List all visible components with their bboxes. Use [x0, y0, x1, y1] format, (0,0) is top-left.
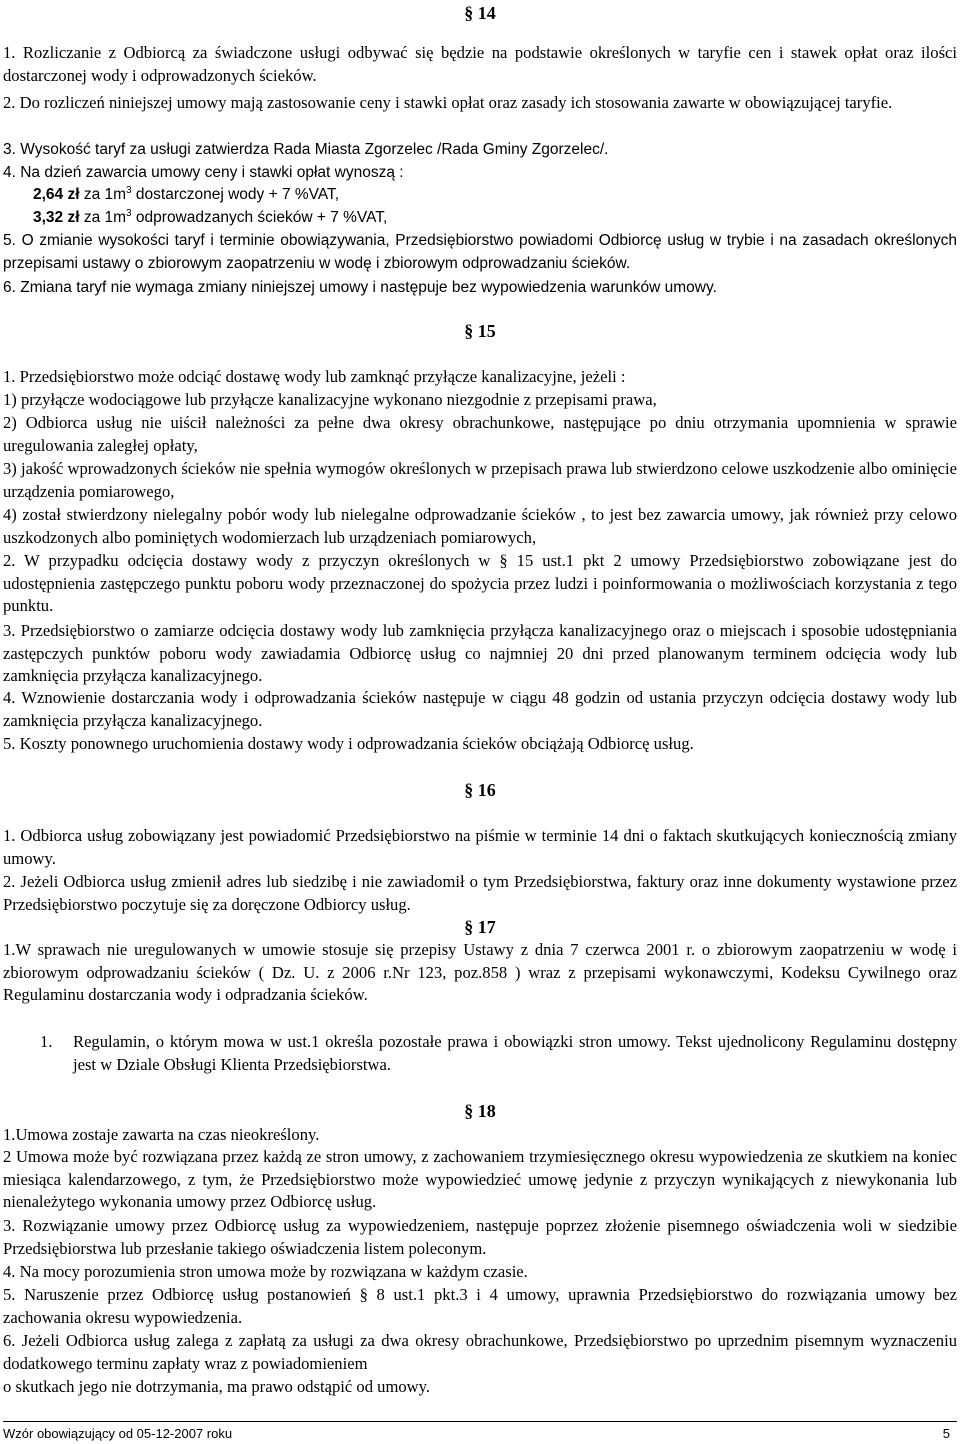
paragraph-15-3: 3. Przedsiębiorstwo o zamiarze odcięcia dostawy wody lub zamknięcia przyłącza kanalizacyjnego oraz o miejscach i sposobie udostępniania zastępczych punktów poboru wody zawiadamia Odbiorcę usług co najmniej 20 dni przed planowanym terminem odcięcia wody lub zamknięcia przyłącza kanalizacyjnego. [3, 621, 957, 685]
price-sewage-sup: 3 [126, 208, 132, 219]
paragraph-16-2: 2. Jeżeli Odbiorca usług zmienił adres lub siedzibę i nie zawiadomił o tym Przedsiębiorstwa, faktury oraz inne dokumenty wystawione przez Przedsiębiorstwo poczytuje się za doręczone Odbiorcy usług. [3, 872, 957, 914]
paragraph-14-2: 2. Do rozliczeń niniejszej umowy mają zastosowanie ceny i stawki opłat oraz zasady ich stosowania zawarte w obowiązującej taryfie. [3, 93, 893, 112]
footer-template-date: Wzór obowiązujący od 05-12-2007 roku [3, 1426, 233, 1441]
price-water-rest: dostarczonej wody + 7 %VAT, [131, 186, 340, 203]
paragraph-18-5: 5. Naruszenie przez Odbiorcę usług postanowień § 8 ust.1 pkt.3 i 4 umowy, uprawnia Przedsiębiorstwo do rozwiązania umowy bez zachowania okresu wypowiedzenia. [3, 1285, 957, 1327]
paragraph-18-6-continued: o skutkach jego nie dotrzymania, ma prawo odstąpić od umowy. [3, 1377, 431, 1396]
list-item-text: Regulamin, o którym mowa w ust.1 określa pozostałe prawa i obowiązki stron umowy. Tekst ujednolicony Regulaminu dostępny jest w Dziale Obsługi Klienta Przedsiębiorstwa. [73, 1032, 957, 1074]
paragraph-14-5: 5. O zmianie wysokości taryf i terminie obowiązywania, Przedsiębiorstwo powiadomi Odbiorcę usług w trybie i na zasadach określonych przepisami ustawy o zbiorowym zaopatrzeniu w wodę i zbiorowym odprowadzaniu ścieków. [3, 232, 957, 272]
paragraph-15-5: 5. Koszty ponownego uruchomienia dostawy wody i odprowadzania ścieków obciążają Odbiorcę usług. [3, 734, 694, 753]
paragraph-15-1: 1. Przedsiębiorstwo może odciąć dostawę wody lub zamknąć przyłącze kanalizacyjne, jeżeli : [3, 367, 626, 386]
price-sewage-rest: odprowadzanych ścieków + 7 %VAT, [131, 209, 388, 226]
paragraph-18-6: 6. Jeżeli Odbiorca usług zalega z zapłatą za usługi za dwa okresy obrachunkowe, Przedsiębiorstwo po uprzednim pisemnym wyznaczeniu dodatkowego terminu zapłaty wraz z powiadomieniem [3, 1331, 957, 1373]
numbered-list-17 [40, 1031, 957, 1076]
condition-15-2: 2) Odbiorca usług nie uiścił należności za pełne dwa okresy obrachunkowe, następujące po dniu otrzymania upomnienia w sprawie uregulowania zaległej opłaty, [3, 413, 957, 455]
condition-15-4: 4) został stwierdzony nielegalny pobór wody lub nielegalne odprowadzanie ścieków , to jest bez zawarcia umowy, jak również przy celowo uszkodzonych albo pominiętych wodomierzach lub urządzeniach pomiarowych, [3, 505, 957, 547]
section-heading-18: § 18 [464, 1101, 496, 1121]
price-sewage-amount: 3,32 zł [33, 209, 80, 226]
paragraph-15-4: 4. Wznowienie dostarczania wody i odprowadzania ścieków następuje w ciągu 48 godzin od ustania przyczyn odcięcia dostawy wody lub zamknięcia przyłącza kanalizacyjnego. [3, 688, 957, 730]
price-water-amount: 2,64 zł [33, 186, 80, 203]
paragraph-18-2: 2 Umowa może być rozwiązana przez każdą ze stron umowy, z zachowaniem trzymiesięcznego okresu wypowiedzenia ze skutkiem na koniec miesiąca kalendarzowego, z tym, że Przedsiębiorstwo może wypowiedzieć umowę jedynie z przyczyn wynikających z niewykonania lub nienależytego wykonania umowy przez Odbiorcę usług. [3, 1147, 957, 1211]
paragraph-18-3: 3. Rozwiązanie umowy przez Odbiorcę usług za wypowiedzeniem, następuje poprzez złożenie pisemnego oświadczenia woli w siedzibie Przedsiębiorstwa lub przesłanie takiego oświadczenia listem poleconym. [3, 1216, 957, 1258]
price-sewage-unit: za 1m [79, 209, 127, 226]
section-heading-14: § 14 [464, 3, 496, 23]
condition-15-1: 1) przyłącze wodociągowe lub przyłącze kanalizacyjne wykonano niezgodnie z przepisami prawa, [3, 390, 657, 409]
price-line-water [3, 184, 960, 207]
section-heading-17: § 17 [464, 917, 496, 937]
paragraph-14-1: 1. Rozliczanie z Odbiorcą za świadczone usługi odbywać się będzie na podstawie określonych w taryfie cen i stawek opłat oraz ilości dostarczonej wody i odprowadzonych ścieków. [3, 43, 957, 85]
paragraph-14-3: 3. Wysokość taryf za usługi zatwierdza Rada Miasta Zgorzelec /Rada Gminy Zgorzelec/. [3, 141, 609, 158]
page-number: 5 [942, 1426, 950, 1441]
price-water-sup: 3 [126, 185, 132, 196]
footer-divider [3, 1421, 957, 1422]
section-heading-16: § 16 [464, 780, 496, 800]
paragraph-15-2: 2. W przypadku odcięcia dostawy wody z przyczyn określonych w § 15 ust.1 pkt 2 umowy Przedsiębiorstwo zobowiązane jest do udostępnienia zastępczego punktu poboru wody przeznaczonej do spożycia przez ludzi i poinformowania o możliwościach korzystania z tego punktu. [3, 551, 957, 615]
paragraph-14-6: 6. Zmiana taryf nie wymaga zmiany niniejszej umowy i następuje bez wypowiedzenia warunków umowy. [3, 279, 717, 296]
list-item-number: 1. [40, 1032, 53, 1051]
paragraph-16-1: 1. Odbiorca usług zobowiązany jest powiadomić Przedsiębiorstwo na piśmie w terminie 14 dni o faktach skutkujących koniecznością zmiany umowy. [3, 826, 957, 868]
price-water-unit: za 1m [79, 186, 127, 203]
paragraph-17-1: 1.W sprawach nie uregulowanych w umowie stosuje się przepisy Ustawy z dnia 7 czerwca 2001 r. o zbiorowym zaopatrzeniu w wodę i zbiorowym odprowadzaniu ścieków ( Dz. U. z 2006 r.Nr 123, poz.858 ) wraz z przepisami wykonawczymi, Kodeksu Cywilnego oraz Regulaminu dostarczania wody i odpradzania ścieków. [3, 940, 957, 1004]
paragraph-18-1: 1.Umowa zostaje zawarta na czas nieokreślony. [3, 1125, 320, 1144]
paragraph-18-4: 4. Na mocy porozumienia stron umowa może by rozwiązana w każdym czasie. [3, 1262, 528, 1281]
section-heading-15: § 15 [464, 321, 496, 341]
condition-15-3: 3) jakość wprowadzonych ścieków nie spełnia wymogów określonych w przepisach prawa lub stwierdzono celowe uszkodzenie albo ominięcie urządzenia pomiarowego, [3, 459, 957, 501]
price-line-sewage [3, 207, 960, 230]
paragraph-14-4: 4. Na dzień zawarcia umowy ceny i stawki opłat wynoszą : [3, 164, 404, 181]
